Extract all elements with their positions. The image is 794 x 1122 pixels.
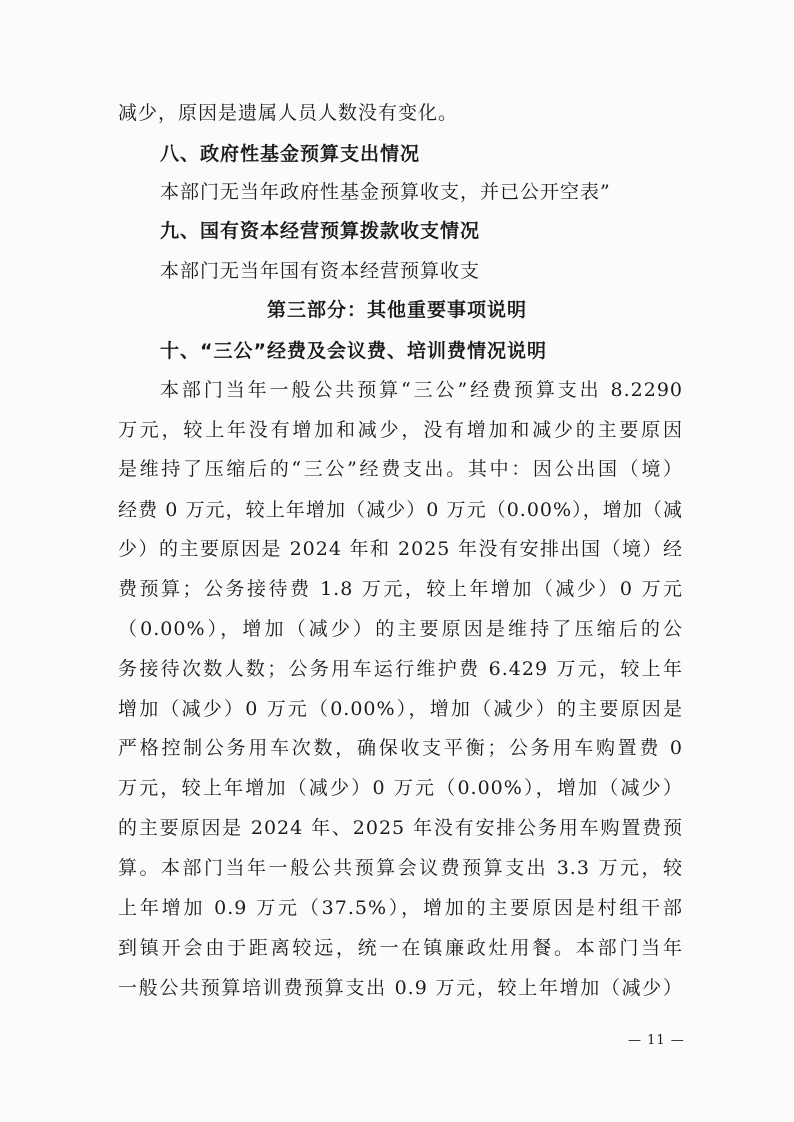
paragraph-line: 上年增加 0.9 万元（37.5%），增加的主要原因是村组干部 [118,897,683,919]
paragraph-line: 本部门当年一般公共预算“三公”经费预算支出 8.2290 [160,379,683,401]
page-number: — 11 — [628,1033,685,1048]
paragraph-line: 到镇开会由于距离较远，统一在镇廉政灶用餐。本部门当年 [118,937,683,959]
section-heading-8: 八、政府性基金预算支出情况 [160,143,421,165]
paragraph-line: 本部门无当年政府性基金预算收支，并已公开空表” [160,181,611,203]
paragraph-line: 务接待次数人数；公务用车运行维护费 6.429 万元，较上年 [118,658,683,680]
paragraph-line: 万元，较上年没有增加和减少，没有增加和减少的主要原因 [118,419,683,441]
paragraph-line: 万元，较上年增加（减少）0 万元（0.00%），增加（减少） [118,777,683,799]
paragraph-line: 费预算；公务接待费 1.8 万元，较上年增加（减少）0 万元 [118,578,683,600]
section-heading-9: 九、国有资本经营预算拨款收支情况 [160,220,481,242]
paragraph-line: 减少，原因是遗属人员人数没有变化。 [118,102,459,124]
paragraph-line: 算。本部门当年一般公共预算会议费预算支出 3.3 万元，较 [118,857,683,879]
paragraph-line: 一般公共预算培训费预算支出 0.9 万元，较上年增加（减少） [118,977,683,999]
section-heading-10: 十、“三公”经费及会议费、培训费情况说明 [160,340,547,362]
paragraph-line: 少）的主要原因是 2024 年和 2025 年没有安排出国（境）经 [118,538,683,560]
paragraph-line: （0.00%），增加（减少）的主要原因是维持了压缩后的公 [118,618,683,640]
paragraph-line: 的主要原因是 2024 年、2025 年没有安排公务用车购置费预 [118,817,683,839]
paragraph-line: 经费 0 万元，较上年增加（减少）0 万元（0.00%），增加（减 [118,499,683,521]
paragraph-line: 本部门无当年国有资本经营预算收支 [160,260,481,282]
part-heading: 第三部分：其他重要事项说明 [266,299,527,321]
paragraph-line: 增加（减少）0 万元（0.00%），增加（减少）的主要原因是 [118,698,683,720]
paragraph-line: 是维持了压缩后的“三公”经费支出。其中：因公出国（境） [118,458,683,480]
paragraph-line: 严格控制公务用车次数，确保收支平衡；公务用车购置费 0 [118,737,683,759]
